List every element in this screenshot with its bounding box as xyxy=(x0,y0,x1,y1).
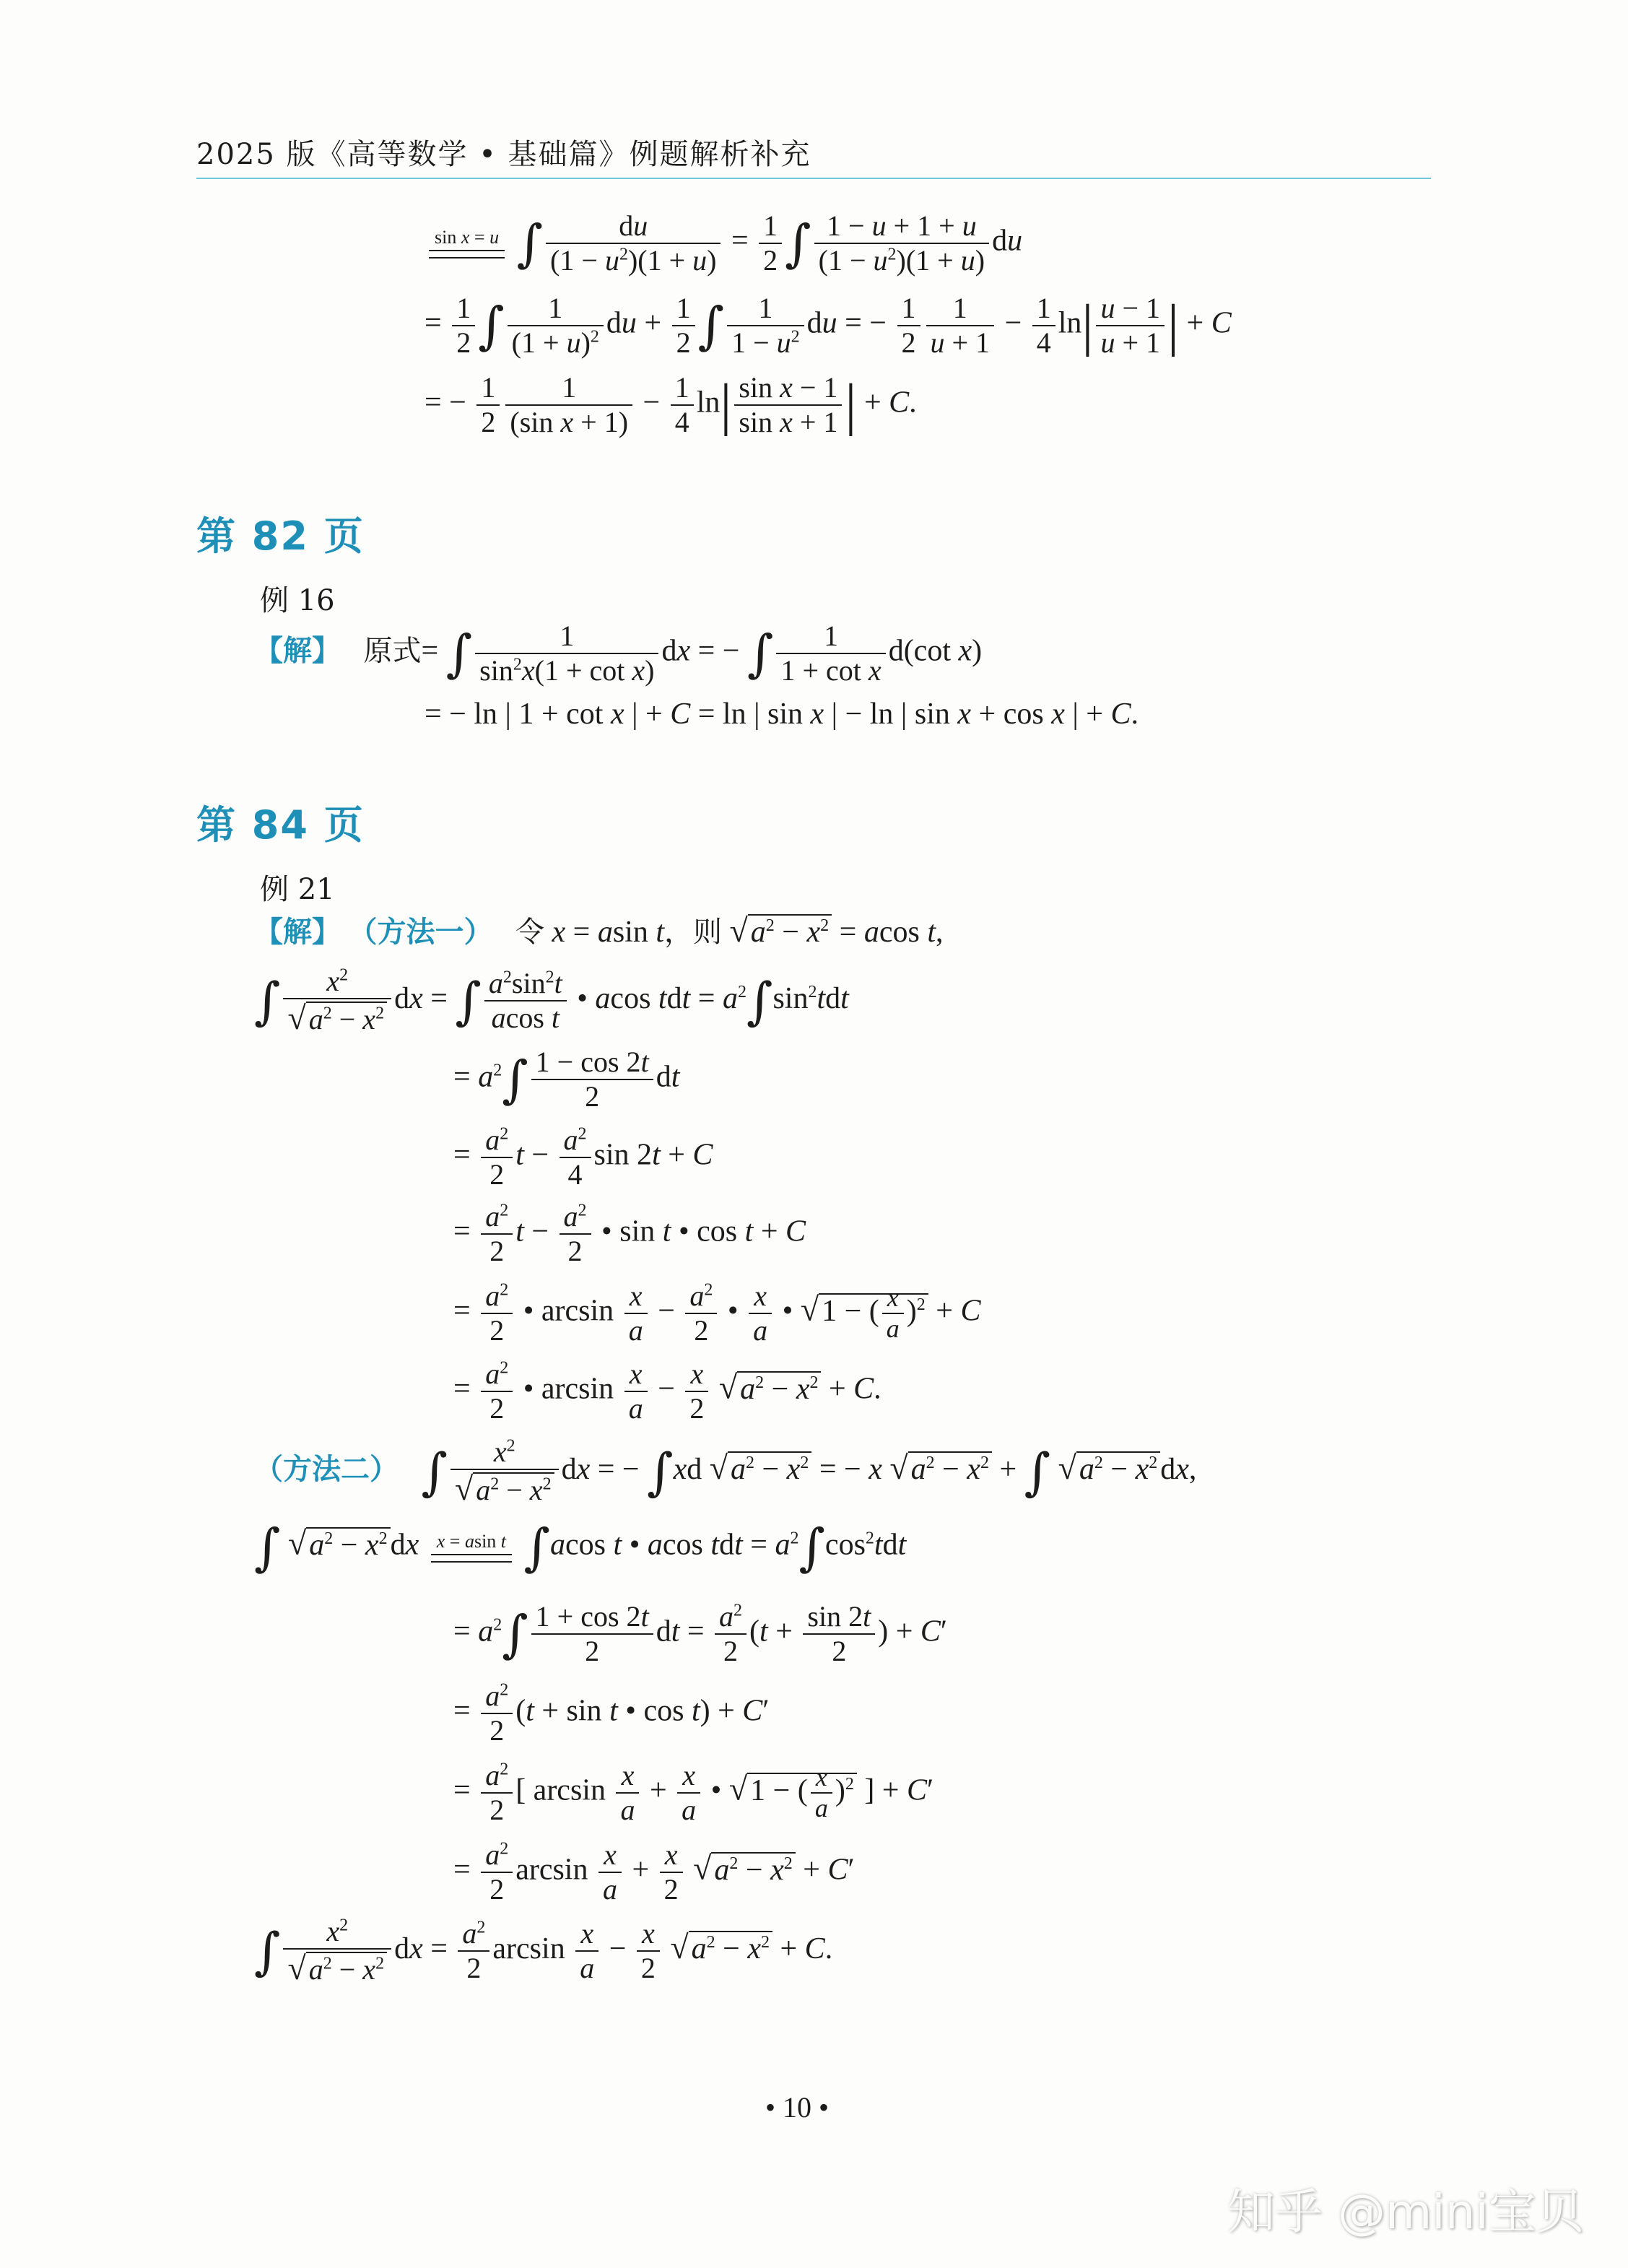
formula-line: = − $\frac{1}{2}$ $\frac{1}{\text{(sin x + 1)}}$ − $\frac{1}{4}$ ln| $\frac{\text{sin x − 1}}{\text{sin x + 1}}$ | + C. xyxy=(425,371,917,438)
formula-line: = $a^2\int$ $\frac{1 + \cos 2t}{2}$ dt = $\frac{a^2}{2}$ (t + $\frac{\sin 2t}{2}$ ) + C′ xyxy=(453,1600,948,1667)
example-label: 例 16 xyxy=(260,584,335,617)
running-header: 2025 版《高等数学 • 基础篇》例题解析补充 xyxy=(196,138,811,171)
formula-line: ∫ $\frac{x^2}{√ a^2 - x^2}$ dx = $\frac{a^2}{2}$ arcsin $\frac{x}{a}$ − $\frac{x}{2}$ $√a^2 - x^2 + C$. xyxy=(254,1915,833,1986)
watermark: 知乎 @mini宝贝 xyxy=(1227,2184,1584,2240)
formula-line: ∫ $\frac{x^2}{√ a^2 - x^2}$ dx = ∫ $\frac{a^2\sin^2t}{\text{acos t}}$ • acos tdt = $a^2\int\sin^2tdt$ xyxy=(254,965,849,1036)
label-text: ，则 xyxy=(664,916,723,949)
method-label: （方法二） xyxy=(254,1453,399,1487)
formula-line: = $\frac{a^2}{2}$ • arcsin $\frac{x}{a}$ − $\frac{x}{2}$ $√a^2 - x^2 + C$. xyxy=(453,1357,882,1425)
page-number: • 10 • xyxy=(765,2091,830,2124)
formula-line: = $\frac{a^2}{2}$ t − $\frac{a^2}{2}$ • sin t • cos t + C xyxy=(453,1200,806,1267)
formula-line: = $\frac{a^2}{2}$ t − $\frac{a^2}{4}$ sin 2t + C xyxy=(453,1124,713,1191)
section-title: 第 84 页 xyxy=(196,802,365,848)
formula-line: = $\frac{a^2}{2}$ • arcsin $\frac{x}{a}$ − $\frac{a^2}{2}$ • $\frac{x}{a}$ • √1 − ( $\frac{x}{a}$ )$^2$ + C xyxy=(453,1279,981,1347)
label-text: 原式 xyxy=(363,634,422,668)
header-rule xyxy=(196,178,1431,179)
solution-tag: 【解】 xyxy=(254,916,341,949)
formula-line: 【解】 原式= ∫ $\frac{1}{\sin^2x(1 + \cot x)}$ dx = − ∫ $\frac{1}{\text{1 + cot x}}$ d(cot x) xyxy=(254,620,983,687)
solution-tag: 【解】 xyxy=(254,634,341,668)
formula-line: ∫ $√a^2 - x^2dx$ x = asin t ∫acos t • acos tdt = $a^2\int\cos^2tdt$ xyxy=(254,1518,907,1577)
formula-line: = $a^2\int$ $\frac{1 - \cos 2t}{2}$ dt xyxy=(453,1046,680,1113)
formula-line: （方法二） ∫ $\frac{x^2}{√ a^2 - x^2}$ dx = − ∫xd $√a^2 - x^2$ = − x $√a^2 - x^2$ + ∫ $√a^2 - x^2dx$, xyxy=(254,1435,1197,1507)
section-title: 第 82 页 xyxy=(196,513,365,559)
example-label: 例 21 xyxy=(260,873,335,906)
formula-line: = $\frac{a^2}{2}$ (t + sin t • cos t) + C′ xyxy=(453,1680,770,1747)
formula-line: = $\frac{1}{2}$ ∫ $\frac{1}{(1 + u)^2}$ du + $\frac{1}{2}$ ∫ $\frac{1}{1 - u^2}$ du = − $\frac{1}{2}$ $\frac{1}{u + 1}$ − $\frac{1}{4}$ ln| $\frac{u - 1}{u + 1}$ | + C xyxy=(425,292,1232,359)
method-label: （方法一） xyxy=(348,916,493,949)
formula-line: = $\frac{a^2}{2}$ arcsin $\frac{x}{a}$ + $\frac{x}{2}$ $√a^2 - x^2 + C'$ xyxy=(453,1838,855,1906)
formula-line: sin x = u ∫ $\frac{du}{(1 - u^2)(1 + u)}$ = $\frac{1}{2}$ ∫ $\frac{1 - u + 1 + u}{(1 - u^2)(1 + u)}$ du xyxy=(425,209,1022,277)
formula-line: = − ln | 1 + cot x | + C = ln | sin x | − ln | sin x + cos x | + C. xyxy=(425,698,1139,731)
formula-line: = $\frac{a^2}{2}$ [ arcsin $\frac{x}{a}$ + $\frac{x}{a}$ • √1 − ( $\frac{x}{a}$ )$^2$ ] + C′ xyxy=(453,1759,934,1826)
formula-line: 【解】 （方法一） 令 x = asin t，则 $√a^2 - x^2 = acos$ t, xyxy=(254,912,944,949)
label-text: 令 xyxy=(515,916,544,949)
